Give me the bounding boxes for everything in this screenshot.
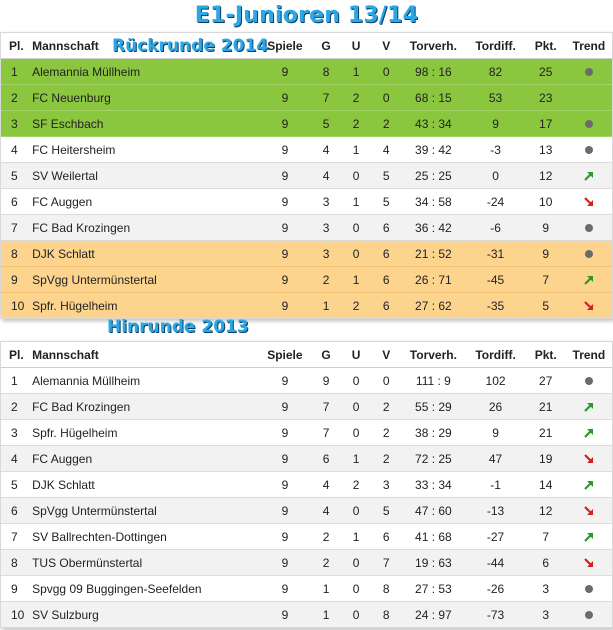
cell-games: 9	[259, 420, 311, 446]
trend-same-icon	[585, 585, 593, 593]
cell-goals: 21 : 52	[401, 241, 465, 267]
trend-same-icon	[585, 611, 593, 619]
cell-drawn: 1	[341, 524, 371, 550]
cell-trend	[566, 550, 612, 576]
cell-trend	[566, 267, 612, 293]
cell-lost: 6	[371, 241, 401, 267]
trend-same-icon	[585, 224, 593, 232]
cell-pl: 9	[1, 576, 28, 602]
column-header-goals: Torverh.	[401, 33, 465, 59]
cell-trend	[566, 394, 612, 420]
cell-trend	[566, 498, 612, 524]
cell-won: 4	[311, 472, 341, 498]
trend-down-icon	[582, 299, 596, 313]
cell-points: 9	[526, 215, 566, 241]
cell-pl: 8	[1, 241, 28, 267]
cell-won: 1	[311, 602, 341, 628]
cell-pl: 8	[1, 550, 28, 576]
cell-pl: 4	[1, 446, 28, 472]
cell-goals: 19 : 63	[401, 550, 465, 576]
cell-won: 2	[311, 550, 341, 576]
trend-down-icon	[582, 195, 596, 209]
table-row	[1, 163, 612, 189]
cell-pl: 5	[1, 163, 28, 189]
cell-goal-diff: 9	[465, 420, 525, 446]
cell-trend	[566, 111, 612, 137]
cell-drawn: 0	[341, 394, 371, 420]
cell-games: 9	[259, 394, 311, 420]
cell-points: 5	[526, 293, 566, 319]
column-header-games: Spiele	[259, 33, 311, 59]
table-row	[1, 85, 612, 111]
cell-points: 21	[526, 420, 566, 446]
cell-team: Spvgg 09 Buggingen-Seefelden	[28, 576, 259, 602]
cell-won: 2	[311, 524, 341, 550]
table-row	[1, 420, 612, 446]
table-row	[1, 602, 612, 628]
cell-team: FC Neuenburg	[28, 85, 259, 111]
trend-up-icon	[582, 426, 596, 440]
column-header-pl: Pl.	[1, 342, 28, 368]
cell-lost: 8	[371, 602, 401, 628]
cell-trend	[566, 524, 612, 550]
cell-won: 4	[311, 137, 341, 163]
column-header-team: Mannschaft	[28, 342, 259, 368]
cell-goal-diff: -3	[465, 137, 525, 163]
cell-points: 3	[526, 602, 566, 628]
table-row	[1, 215, 612, 241]
trend-up-icon	[582, 478, 596, 492]
cell-trend	[566, 215, 612, 241]
cell-points: 7	[526, 267, 566, 293]
cell-games: 9	[259, 472, 311, 498]
cell-lost: 0	[371, 85, 401, 111]
cell-goal-diff: -26	[465, 576, 525, 602]
trend-up-icon	[582, 273, 596, 287]
cell-games: 9	[259, 368, 311, 394]
cell-trend	[566, 576, 612, 602]
cell-goals: 39 : 42	[401, 137, 465, 163]
cell-goals: 36 : 42	[401, 215, 465, 241]
cell-team: SV Weilertal	[28, 163, 259, 189]
table-row	[1, 524, 612, 550]
cell-drawn: 0	[341, 368, 371, 394]
cell-won: 3	[311, 215, 341, 241]
trend-down-icon	[582, 504, 596, 518]
cell-lost: 5	[371, 163, 401, 189]
cell-games: 9	[259, 524, 311, 550]
cell-team: Alemannia Müllheim	[28, 368, 259, 394]
cell-won: 8	[311, 59, 341, 85]
cell-goal-diff: -45	[465, 267, 525, 293]
table-row	[1, 472, 612, 498]
cell-drawn: 0	[341, 215, 371, 241]
page-title: E1-Junioren 13/14	[194, 3, 419, 28]
cell-points: 7	[526, 524, 566, 550]
column-header-pl: Pl.	[1, 33, 28, 59]
cell-games: 9	[259, 241, 311, 267]
cell-games: 9	[259, 293, 311, 319]
column-header-won: G	[311, 342, 341, 368]
cell-pl: 1	[1, 59, 28, 85]
table-row	[1, 111, 612, 137]
cell-pl: 5	[1, 472, 28, 498]
table-row	[1, 576, 612, 602]
cell-goal-diff: 82	[465, 59, 525, 85]
trend-same-icon	[585, 120, 593, 128]
table-subtitle-rueckrunde: Rückrunde 2014	[112, 36, 269, 56]
cell-drawn: 0	[341, 550, 371, 576]
cell-drawn: 2	[341, 85, 371, 111]
standings-table-hinrunde	[0, 341, 613, 628]
cell-goals: 25 : 25	[401, 163, 465, 189]
cell-won: 7	[311, 85, 341, 111]
cell-team: FC Heitersheim	[28, 137, 259, 163]
cell-goals: 43 : 34	[401, 111, 465, 137]
cell-pl: 9	[1, 267, 28, 293]
column-header-lost: V	[371, 342, 401, 368]
cell-team: Spfr. Hügelheim	[28, 293, 259, 319]
cell-trend	[566, 85, 612, 111]
standings-grid	[1, 342, 612, 627]
cell-drawn: 0	[341, 241, 371, 267]
cell-goals: 34 : 58	[401, 189, 465, 215]
table-row	[1, 189, 612, 215]
cell-games: 9	[259, 498, 311, 524]
cell-won: 4	[311, 498, 341, 524]
cell-pl: 10	[1, 293, 28, 319]
cell-trend	[566, 163, 612, 189]
column-header-lost: V	[371, 33, 401, 59]
trend-up-icon	[582, 169, 596, 183]
column-header-trend: Trend	[566, 33, 612, 59]
cell-pl: 4	[1, 137, 28, 163]
cell-points: 25	[526, 59, 566, 85]
cell-drawn: 0	[341, 420, 371, 446]
cell-goals: 72 : 25	[401, 446, 465, 472]
cell-lost: 2	[371, 111, 401, 137]
cell-games: 9	[259, 446, 311, 472]
cell-points: 13	[526, 137, 566, 163]
column-header-team: Mannschaft	[28, 33, 259, 59]
cell-pl: 2	[1, 394, 28, 420]
cell-trend	[566, 241, 612, 267]
cell-won: 9	[311, 368, 341, 394]
cell-goals: 27 : 62	[401, 293, 465, 319]
cell-trend	[566, 59, 612, 85]
cell-goal-diff: 0	[465, 163, 525, 189]
cell-pl: 1	[1, 368, 28, 394]
cell-games: 9	[259, 189, 311, 215]
table-row	[1, 241, 612, 267]
cell-drawn: 2	[341, 293, 371, 319]
column-header-drawn: U	[341, 33, 371, 59]
cell-trend	[566, 293, 612, 319]
cell-team: SpVgg Untermünstertal	[28, 498, 259, 524]
cell-pl: 10	[1, 602, 28, 628]
cell-goal-diff: 26	[465, 394, 525, 420]
table-row	[1, 498, 612, 524]
cell-games: 9	[259, 111, 311, 137]
cell-points: 17	[526, 111, 566, 137]
cell-games: 9	[259, 602, 311, 628]
cell-drawn: 2	[341, 472, 371, 498]
cell-goals: 111 : 9	[401, 368, 465, 394]
column-header-goals: Torverh.	[401, 342, 465, 368]
cell-goal-diff: -44	[465, 550, 525, 576]
cell-team: FC Bad Krozingen	[28, 394, 259, 420]
cell-drawn: 1	[341, 189, 371, 215]
cell-points: 21	[526, 394, 566, 420]
column-header-games: Spiele	[259, 342, 311, 368]
cell-lost: 0	[371, 368, 401, 394]
cell-team: Alemannia Müllheim	[28, 59, 259, 85]
trend-up-icon	[582, 530, 596, 544]
cell-team: FC Auggen	[28, 446, 259, 472]
cell-lost: 2	[371, 446, 401, 472]
table-row	[1, 137, 612, 163]
table-row	[1, 550, 612, 576]
cell-points: 12	[526, 163, 566, 189]
header-row	[1, 33, 612, 59]
cell-lost: 8	[371, 576, 401, 602]
cell-goals: 98 : 16	[401, 59, 465, 85]
cell-team: TUS Obermünstertal	[28, 550, 259, 576]
cell-won: 2	[311, 267, 341, 293]
trend-down-icon	[582, 556, 596, 570]
cell-won: 3	[311, 189, 341, 215]
cell-trend	[566, 420, 612, 446]
cell-trend	[566, 472, 612, 498]
cell-goal-diff: 9	[465, 111, 525, 137]
cell-lost: 7	[371, 550, 401, 576]
cell-lost: 5	[371, 189, 401, 215]
cell-lost: 6	[371, 267, 401, 293]
cell-drawn: 0	[341, 576, 371, 602]
cell-goals: 38 : 29	[401, 420, 465, 446]
trend-up-icon	[582, 400, 596, 414]
cell-team: Spfr. Hügelheim	[28, 420, 259, 446]
table-row	[1, 59, 612, 85]
cell-points: 12	[526, 498, 566, 524]
cell-trend	[566, 137, 612, 163]
cell-lost: 4	[371, 137, 401, 163]
cell-lost: 0	[371, 59, 401, 85]
column-header-goal-diff: Tordiff.	[465, 33, 525, 59]
header-row	[1, 342, 612, 368]
cell-lost: 6	[371, 524, 401, 550]
cell-drawn: 1	[341, 267, 371, 293]
column-header-points: Pkt.	[526, 342, 566, 368]
cell-won: 1	[311, 576, 341, 602]
cell-lost: 2	[371, 420, 401, 446]
cell-points: 10	[526, 189, 566, 215]
cell-pl: 6	[1, 189, 28, 215]
table-row	[1, 368, 612, 394]
cell-won: 7	[311, 394, 341, 420]
cell-games: 9	[259, 576, 311, 602]
cell-games: 9	[259, 267, 311, 293]
cell-games: 9	[259, 163, 311, 189]
cell-goal-diff: -35	[465, 293, 525, 319]
cell-team: FC Auggen	[28, 189, 259, 215]
cell-goals: 47 : 60	[401, 498, 465, 524]
cell-team: FC Bad Krozingen	[28, 215, 259, 241]
cell-drawn: 1	[341, 137, 371, 163]
cell-drawn: 0	[341, 163, 371, 189]
cell-pl: 3	[1, 111, 28, 137]
cell-won: 6	[311, 446, 341, 472]
cell-goals: 24 : 97	[401, 602, 465, 628]
cell-points: 14	[526, 472, 566, 498]
cell-drawn: 2	[341, 111, 371, 137]
cell-goals: 27 : 53	[401, 576, 465, 602]
trend-down-icon	[582, 452, 596, 466]
cell-won: 7	[311, 420, 341, 446]
cell-games: 9	[259, 215, 311, 241]
cell-pl: 7	[1, 524, 28, 550]
cell-drawn: 0	[341, 498, 371, 524]
cell-goals: 68 : 15	[401, 85, 465, 111]
cell-team: SF Eschbach	[28, 111, 259, 137]
column-header-goal-diff: Tordiff.	[465, 342, 525, 368]
table-row	[1, 446, 612, 472]
standings-grid	[1, 33, 612, 318]
trend-same-icon	[585, 146, 593, 154]
cell-trend	[566, 189, 612, 215]
cell-games: 9	[259, 550, 311, 576]
cell-goal-diff: -31	[465, 241, 525, 267]
cell-team: DJK Schlatt	[28, 241, 259, 267]
table-row	[1, 394, 612, 420]
cell-lost: 3	[371, 472, 401, 498]
column-header-points: Pkt.	[526, 33, 566, 59]
column-header-drawn: U	[341, 342, 371, 368]
cell-goals: 33 : 34	[401, 472, 465, 498]
cell-drawn: 1	[341, 59, 371, 85]
cell-lost: 5	[371, 498, 401, 524]
table-subtitle-hinrunde: Hinrunde 2013	[107, 317, 249, 337]
cell-team: SV Ballrechten-Dottingen	[28, 524, 259, 550]
cell-goal-diff: -6	[465, 215, 525, 241]
cell-goal-diff: -1	[465, 472, 525, 498]
cell-games: 9	[259, 59, 311, 85]
cell-points: 23	[526, 85, 566, 111]
cell-won: 3	[311, 241, 341, 267]
cell-pl: 3	[1, 420, 28, 446]
cell-goal-diff: -24	[465, 189, 525, 215]
trend-same-icon	[585, 250, 593, 258]
cell-goals: 41 : 68	[401, 524, 465, 550]
cell-team: DJK Schlatt	[28, 472, 259, 498]
cell-goals: 26 : 71	[401, 267, 465, 293]
cell-points: 3	[526, 576, 566, 602]
table-row	[1, 293, 612, 319]
table-row	[1, 267, 612, 293]
cell-trend	[566, 602, 612, 628]
cell-games: 9	[259, 137, 311, 163]
cell-won: 4	[311, 163, 341, 189]
cell-points: 9	[526, 241, 566, 267]
cell-drawn: 0	[341, 602, 371, 628]
cell-lost: 2	[371, 394, 401, 420]
cell-pl: 2	[1, 85, 28, 111]
cell-pl: 6	[1, 498, 28, 524]
cell-goals: 55 : 29	[401, 394, 465, 420]
cell-won: 5	[311, 111, 341, 137]
cell-goal-diff: 53	[465, 85, 525, 111]
cell-lost: 6	[371, 215, 401, 241]
cell-goal-diff: -73	[465, 602, 525, 628]
cell-goal-diff: 102	[465, 368, 525, 394]
trend-same-icon	[585, 68, 593, 76]
column-header-won: G	[311, 33, 341, 59]
cell-goal-diff: -27	[465, 524, 525, 550]
column-header-trend: Trend	[566, 342, 612, 368]
cell-won: 1	[311, 293, 341, 319]
cell-team: SV Sulzburg	[28, 602, 259, 628]
cell-lost: 6	[371, 293, 401, 319]
cell-pl: 7	[1, 215, 28, 241]
cell-trend	[566, 368, 612, 394]
cell-points: 19	[526, 446, 566, 472]
cell-drawn: 1	[341, 446, 371, 472]
cell-points: 6	[526, 550, 566, 576]
cell-goal-diff: -13	[465, 498, 525, 524]
cell-trend	[566, 446, 612, 472]
cell-team: SpVgg Untermünstertal	[28, 267, 259, 293]
cell-games: 9	[259, 85, 311, 111]
cell-goal-diff: 47	[465, 446, 525, 472]
cell-points: 27	[526, 368, 566, 394]
standings-table-rueckrunde	[0, 32, 613, 319]
trend-same-icon	[585, 377, 593, 385]
